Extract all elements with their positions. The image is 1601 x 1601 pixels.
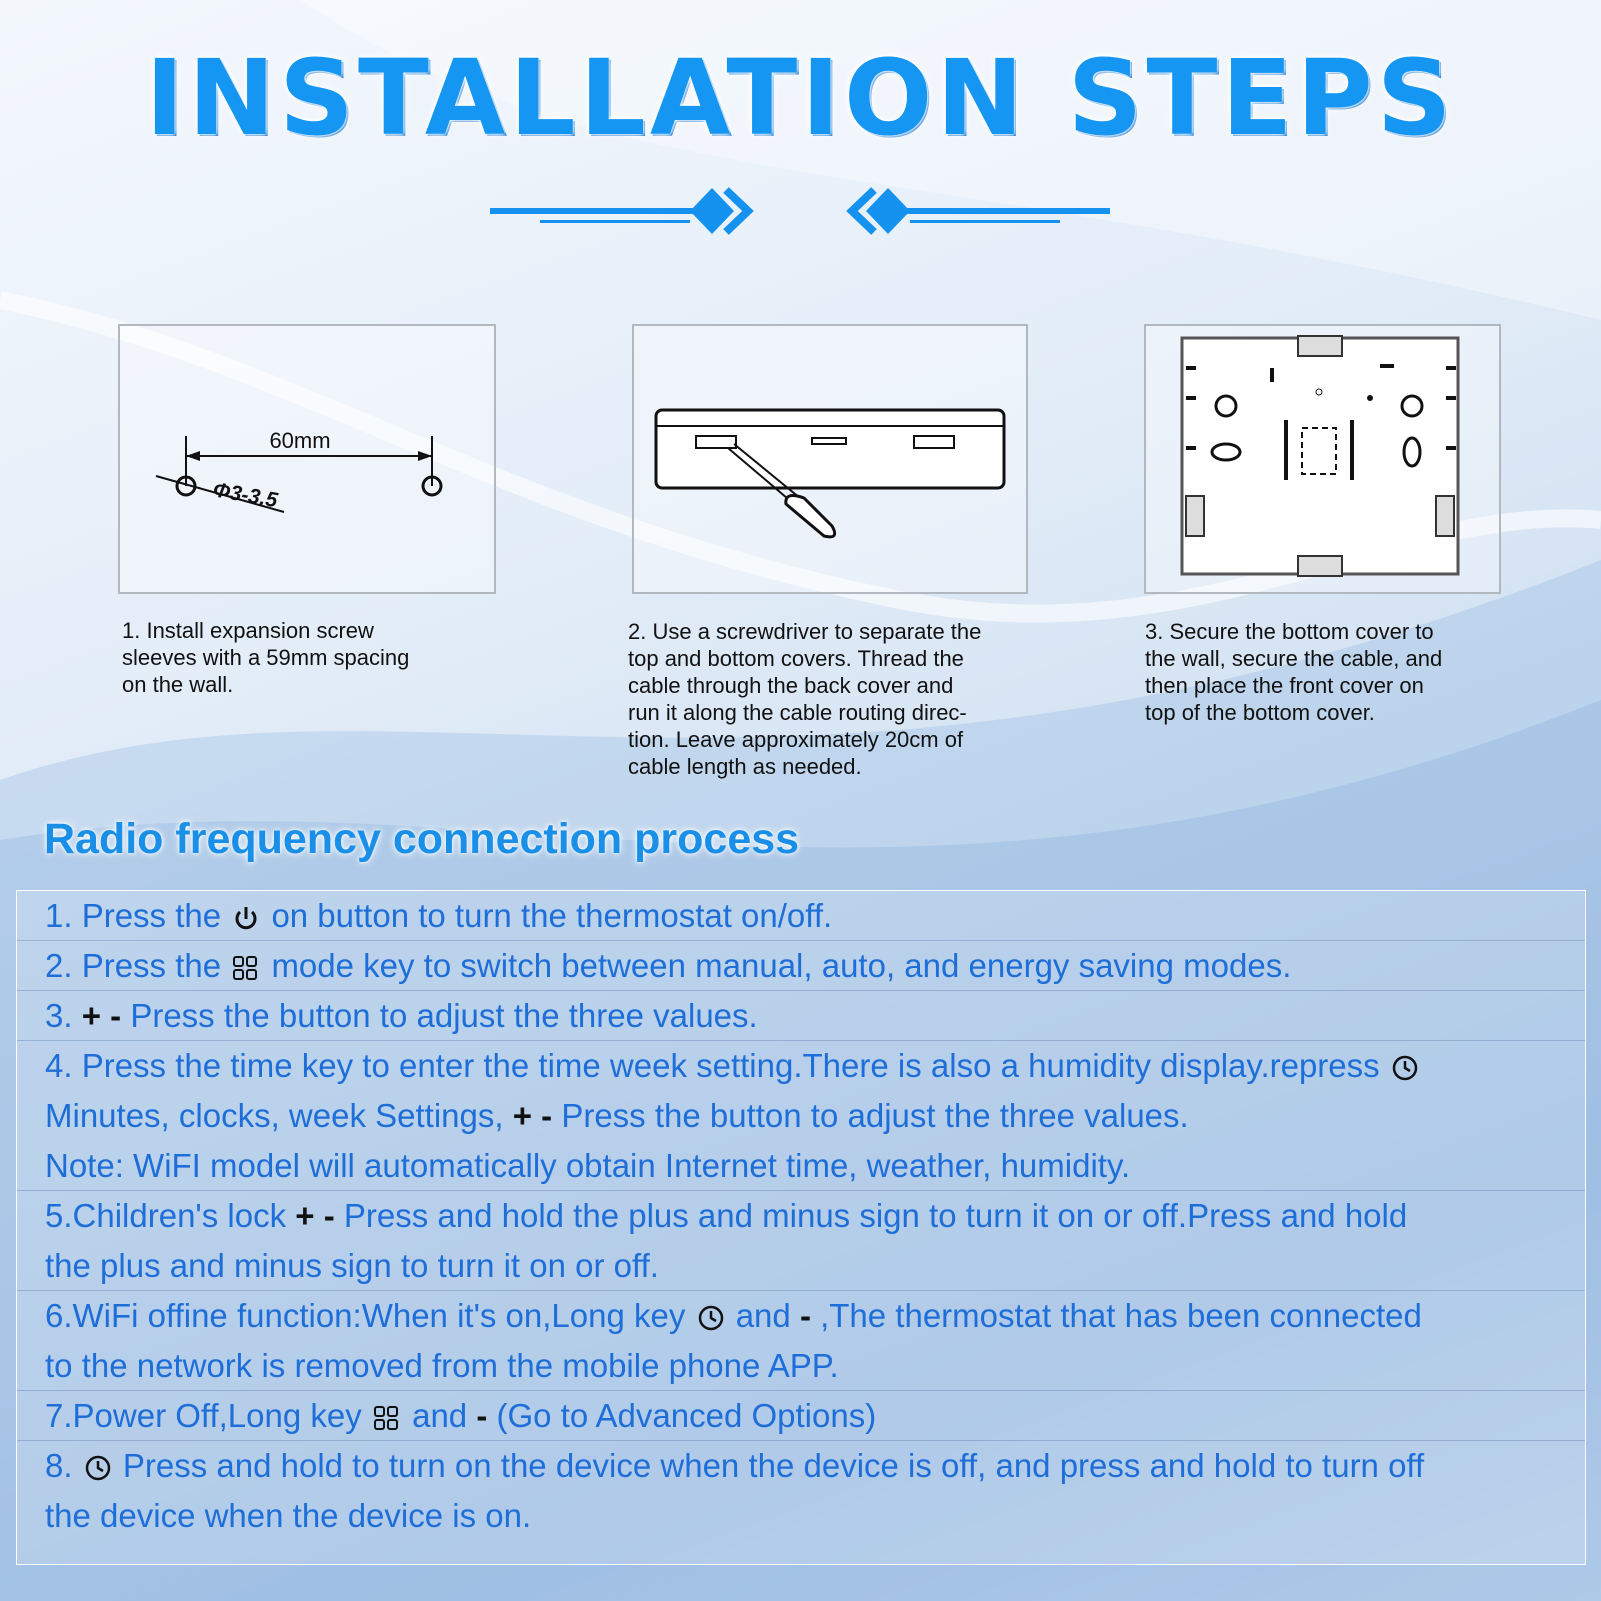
dimension-label: 60mm bbox=[269, 428, 331, 453]
title-divider bbox=[490, 180, 1110, 250]
rf-step-3: 3. + - Press the button to adjust the three values. bbox=[17, 991, 1585, 1041]
clock-icon bbox=[695, 1302, 727, 1334]
rf-step-4: 4. Press the time key to enter the time week setting.There is also a humidity display.repress Minutes, clocks, week Settings, + - Press the button to adjust the three values. Note: WiFI model will automatically obtain Internet time, weather, humidity. bbox=[17, 1041, 1585, 1191]
step-2-caption: 2. Use a screwdriver to separate the top and bottom covers. Thread the cable through the back cover and run it along the cable routing direc- tion. Leave approximately 20cm of cable length as needed. bbox=[628, 619, 982, 779]
step-1-diagram bbox=[118, 324, 496, 594]
power-icon bbox=[230, 902, 262, 934]
clock-icon bbox=[82, 1452, 114, 1484]
page-title: INSTALLATION STEPS bbox=[145, 37, 1456, 159]
rf-step-1: 1. Press the on button to turn the thermostat on/off. bbox=[17, 891, 1585, 941]
rf-step-2: 2. Press the mode key to switch between manual, auto, and energy saving modes. bbox=[17, 941, 1585, 991]
plus-minus-keys: + - bbox=[295, 1197, 335, 1234]
rf-step-6: 6.WiFi offine function:When it's on,Long key and - ,The thermostat that has been connected to the network is removed from the mobile phone APP. bbox=[17, 1291, 1585, 1391]
step-3-caption: 3. Secure the bottom cover to the wall, secure the cable, and then place the front cover on top of the bottom cover. bbox=[1145, 619, 1443, 725]
step-2-diagram bbox=[632, 324, 1028, 594]
minus-key: - bbox=[476, 1397, 488, 1434]
step-3-diagram bbox=[1144, 324, 1501, 594]
clock-icon bbox=[1389, 1052, 1421, 1084]
rf-step-7: 7.Power Off,Long key and - (Go to Advanced Options) bbox=[17, 1391, 1585, 1441]
mode-icon bbox=[230, 952, 262, 984]
mode-icon bbox=[371, 1402, 403, 1434]
rf-step-5: 5.Children's lock + - Press and hold the plus and minus sign to turn it on or off.Press and hold the plus and minus sign to turn it on or off. bbox=[17, 1191, 1585, 1291]
minus-key: - bbox=[799, 1297, 811, 1334]
step-1-caption: 1. Install expansion screw sleeves with a 59mm spacing on the wall. bbox=[122, 618, 410, 697]
rf-steps-table bbox=[16, 890, 1586, 1565]
plus-minus-keys: + - bbox=[81, 997, 122, 1034]
rf-step-8: 8. Press and hold to turn on the device when the device is off, and press and hold to turn off the device when the device is on. bbox=[45, 1447, 1425, 1534]
hole-diameter-label: Φ3-3.5 bbox=[211, 478, 280, 513]
plus-minus-keys: + - bbox=[512, 1097, 553, 1134]
rf-section-title: Radio frequency connection process bbox=[44, 815, 800, 863]
